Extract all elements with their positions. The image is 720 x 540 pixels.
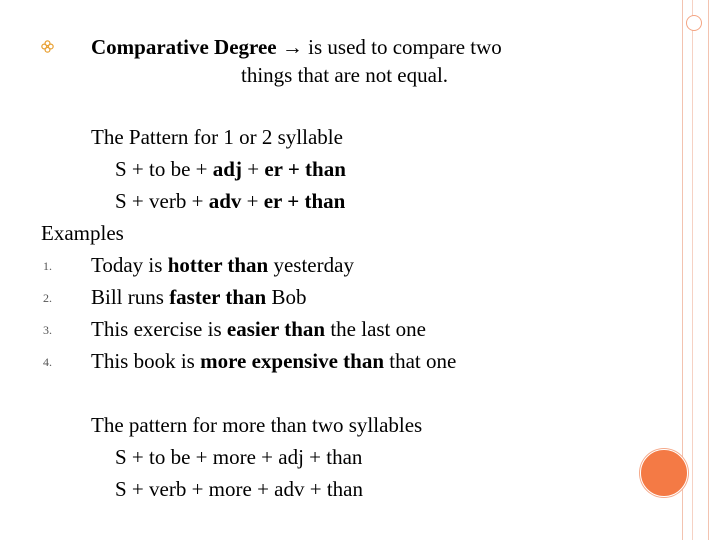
examples-title: Examples xyxy=(41,221,124,245)
frame-circle-bottom xyxy=(640,449,688,497)
pattern-short-rule-2 xyxy=(115,188,345,214)
rule-text: S + to be + xyxy=(115,157,213,181)
flower-bullet-icon xyxy=(41,40,54,53)
pattern-long-rule-2: S + verb + more + adv + than xyxy=(115,477,363,501)
rule-plus: + xyxy=(282,157,306,181)
example-item xyxy=(91,284,306,310)
rule-plus: + xyxy=(241,157,265,181)
example-text: Bob xyxy=(266,285,307,309)
example-number: 3. xyxy=(43,323,52,337)
example-text: This book is xyxy=(91,349,201,373)
example-number: 2. xyxy=(43,291,52,305)
example-text: This exercise is xyxy=(91,317,227,341)
rule-than: than xyxy=(305,157,346,181)
example-comparative: easier than xyxy=(226,317,326,341)
frame-line-middle xyxy=(692,0,693,540)
heading-term: Comparative Degree xyxy=(91,35,277,59)
pattern-long-title: The pattern for more than two syllables xyxy=(91,413,423,437)
frame-circle-top xyxy=(686,15,702,31)
rule-word: adj xyxy=(212,157,242,181)
example-number: 4. xyxy=(43,355,52,369)
heading-line-1 xyxy=(91,34,502,60)
rule-than: than xyxy=(304,189,346,213)
example-item xyxy=(91,316,426,342)
rule-text: S + verb + xyxy=(115,189,209,213)
example-comparative: more expensive than xyxy=(200,349,385,373)
example-item xyxy=(91,252,354,278)
pattern-short-rule-1 xyxy=(115,156,346,182)
example-number: 1. xyxy=(43,259,52,273)
rule-plus: + xyxy=(281,189,305,213)
frame-line-right xyxy=(708,0,709,540)
example-text: Bill runs xyxy=(91,285,170,309)
rule-plus: + xyxy=(241,189,264,213)
rule-suffix: er xyxy=(264,157,283,181)
rule-suffix: er xyxy=(263,189,282,213)
heading-definition-1: is used to compare two xyxy=(308,35,502,59)
example-text: yesterday xyxy=(268,253,354,277)
arrow-icon: → xyxy=(281,35,303,59)
heading-definition-2: things that are not equal. xyxy=(241,63,449,87)
example-text: that one xyxy=(384,349,457,373)
example-comparative: hotter than xyxy=(167,253,269,277)
rule-word: adv xyxy=(208,189,242,213)
example-text: Today is xyxy=(91,253,168,277)
example-text: the last one xyxy=(325,317,426,341)
pattern-short-title: The Pattern for 1 or 2 syllable xyxy=(91,125,343,149)
example-comparative: faster than xyxy=(169,285,267,309)
example-item xyxy=(91,348,456,374)
pattern-long-rule-1: S + to be + more + adj + than xyxy=(115,445,363,469)
